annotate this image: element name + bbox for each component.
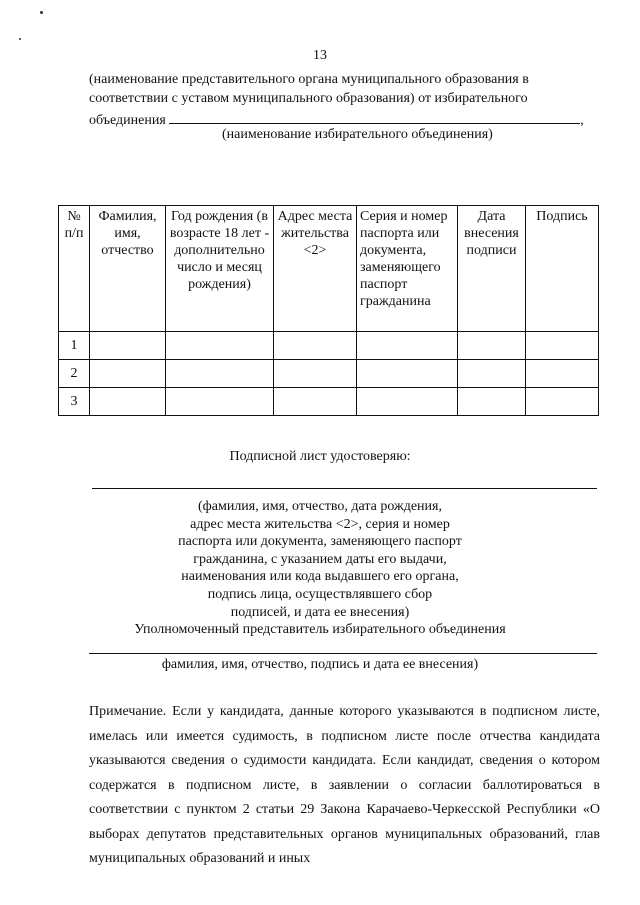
party-name-caption: (наименование избирательного объединения) <box>222 127 493 142</box>
cell-passport[interactable] <box>357 388 458 416</box>
header-line-2: соответствии с уставом муниципального образования) от избирательного <box>89 91 528 106</box>
certify-caption <box>0 498 640 621</box>
col-header-fullname: Фамилия, имя, отчество <box>90 206 166 332</box>
cell-birth-year[interactable] <box>166 332 274 360</box>
note-paragraph: Примечание. Если у кандидата, данные которого указываются в подписном листе, имелась или имеется судимость, в подписном листе после отчества кандидата указываются сведения о судимости кандидата. Если кандидат, сведения о котором содержатся в подписном листе, в заявлении о согласии баллотироваться в соответствии с пунктом 2 статьи 29 Закона Карачаево-Черкесской Республики «О выборах депутатов представительных органов муниципальных образований, глав муниципальных образований и иных <box>89 704 600 866</box>
cell-signature[interactable] <box>526 332 599 360</box>
certify-caption-line: адрес места жительства <2>, серия и номер <box>190 516 450 532</box>
col-header-address: Адрес места жительства <2> <box>274 206 357 332</box>
cell-date[interactable] <box>458 388 526 416</box>
table-header-row <box>59 206 599 332</box>
cell-signature[interactable] <box>526 360 599 388</box>
row-number: 2 <box>59 360 90 388</box>
cell-birth-year[interactable] <box>166 388 274 416</box>
col-header-number: № п/п <box>59 206 90 332</box>
col-header-date: Дата внесения подписи <box>458 206 526 332</box>
cell-signature[interactable] <box>526 388 599 416</box>
header-line-3-prefix: объединения <box>89 113 166 128</box>
certify-caption-line: наименования или кода выдавшего его органа, <box>181 569 459 585</box>
cell-fullname[interactable] <box>90 332 166 360</box>
certify-caption-line: гражданина, с указанием даты его выдачи, <box>193 551 447 567</box>
cell-address[interactable] <box>274 360 357 388</box>
table-row <box>59 332 599 360</box>
row-number: 1 <box>59 332 90 360</box>
signature-table <box>58 205 599 416</box>
cell-fullname[interactable] <box>90 388 166 416</box>
cell-passport[interactable] <box>357 360 458 388</box>
representative-title: Уполномоченный представитель избирательного объединения <box>134 622 506 637</box>
cell-address[interactable] <box>274 332 357 360</box>
certify-caption-line: подпись лица, осуществлявшего сбор <box>207 586 433 602</box>
cell-address[interactable] <box>274 388 357 416</box>
col-header-signature: Подпись <box>526 206 599 332</box>
row-number: 3 <box>59 388 90 416</box>
cell-birth-year[interactable] <box>166 360 274 388</box>
certify-caption-line: (фамилия, имя, отчество, дата рождения, <box>198 499 442 514</box>
representative-signature-line[interactable] <box>89 653 597 654</box>
header-line-3-suffix: , <box>580 113 584 128</box>
cell-date[interactable] <box>458 332 526 360</box>
certify-title: Подписной лист удостоверяю: <box>229 449 411 464</box>
page-number: 13 <box>313 48 327 63</box>
header-line-1: (наименование представительного органа муниципального образования в <box>89 72 529 87</box>
cell-passport[interactable] <box>357 332 458 360</box>
cell-fullname[interactable] <box>90 360 166 388</box>
scan-speck <box>19 38 21 40</box>
table-row <box>59 360 599 388</box>
cell-date[interactable] <box>458 360 526 388</box>
col-header-passport: Серия и номер паспорта или документа, заменяющего паспорт гражданина <box>357 206 458 332</box>
scan-speck <box>40 11 43 14</box>
party-name-blank[interactable] <box>169 109 580 124</box>
certify-signature-line[interactable] <box>92 488 597 489</box>
col-header-birth-year: Год рождения (в возрасте 18 лет - дополнительно число и месяц рождения) <box>166 206 274 332</box>
certify-caption-line: подписей, и дата ее внесения) <box>230 604 410 620</box>
representative-caption: фамилия, имя, отчество, подпись и дата ее внесения) <box>161 657 479 672</box>
certify-caption-line: паспорта или документа, заменяющего паспорт <box>178 534 462 550</box>
table-row <box>59 388 599 416</box>
